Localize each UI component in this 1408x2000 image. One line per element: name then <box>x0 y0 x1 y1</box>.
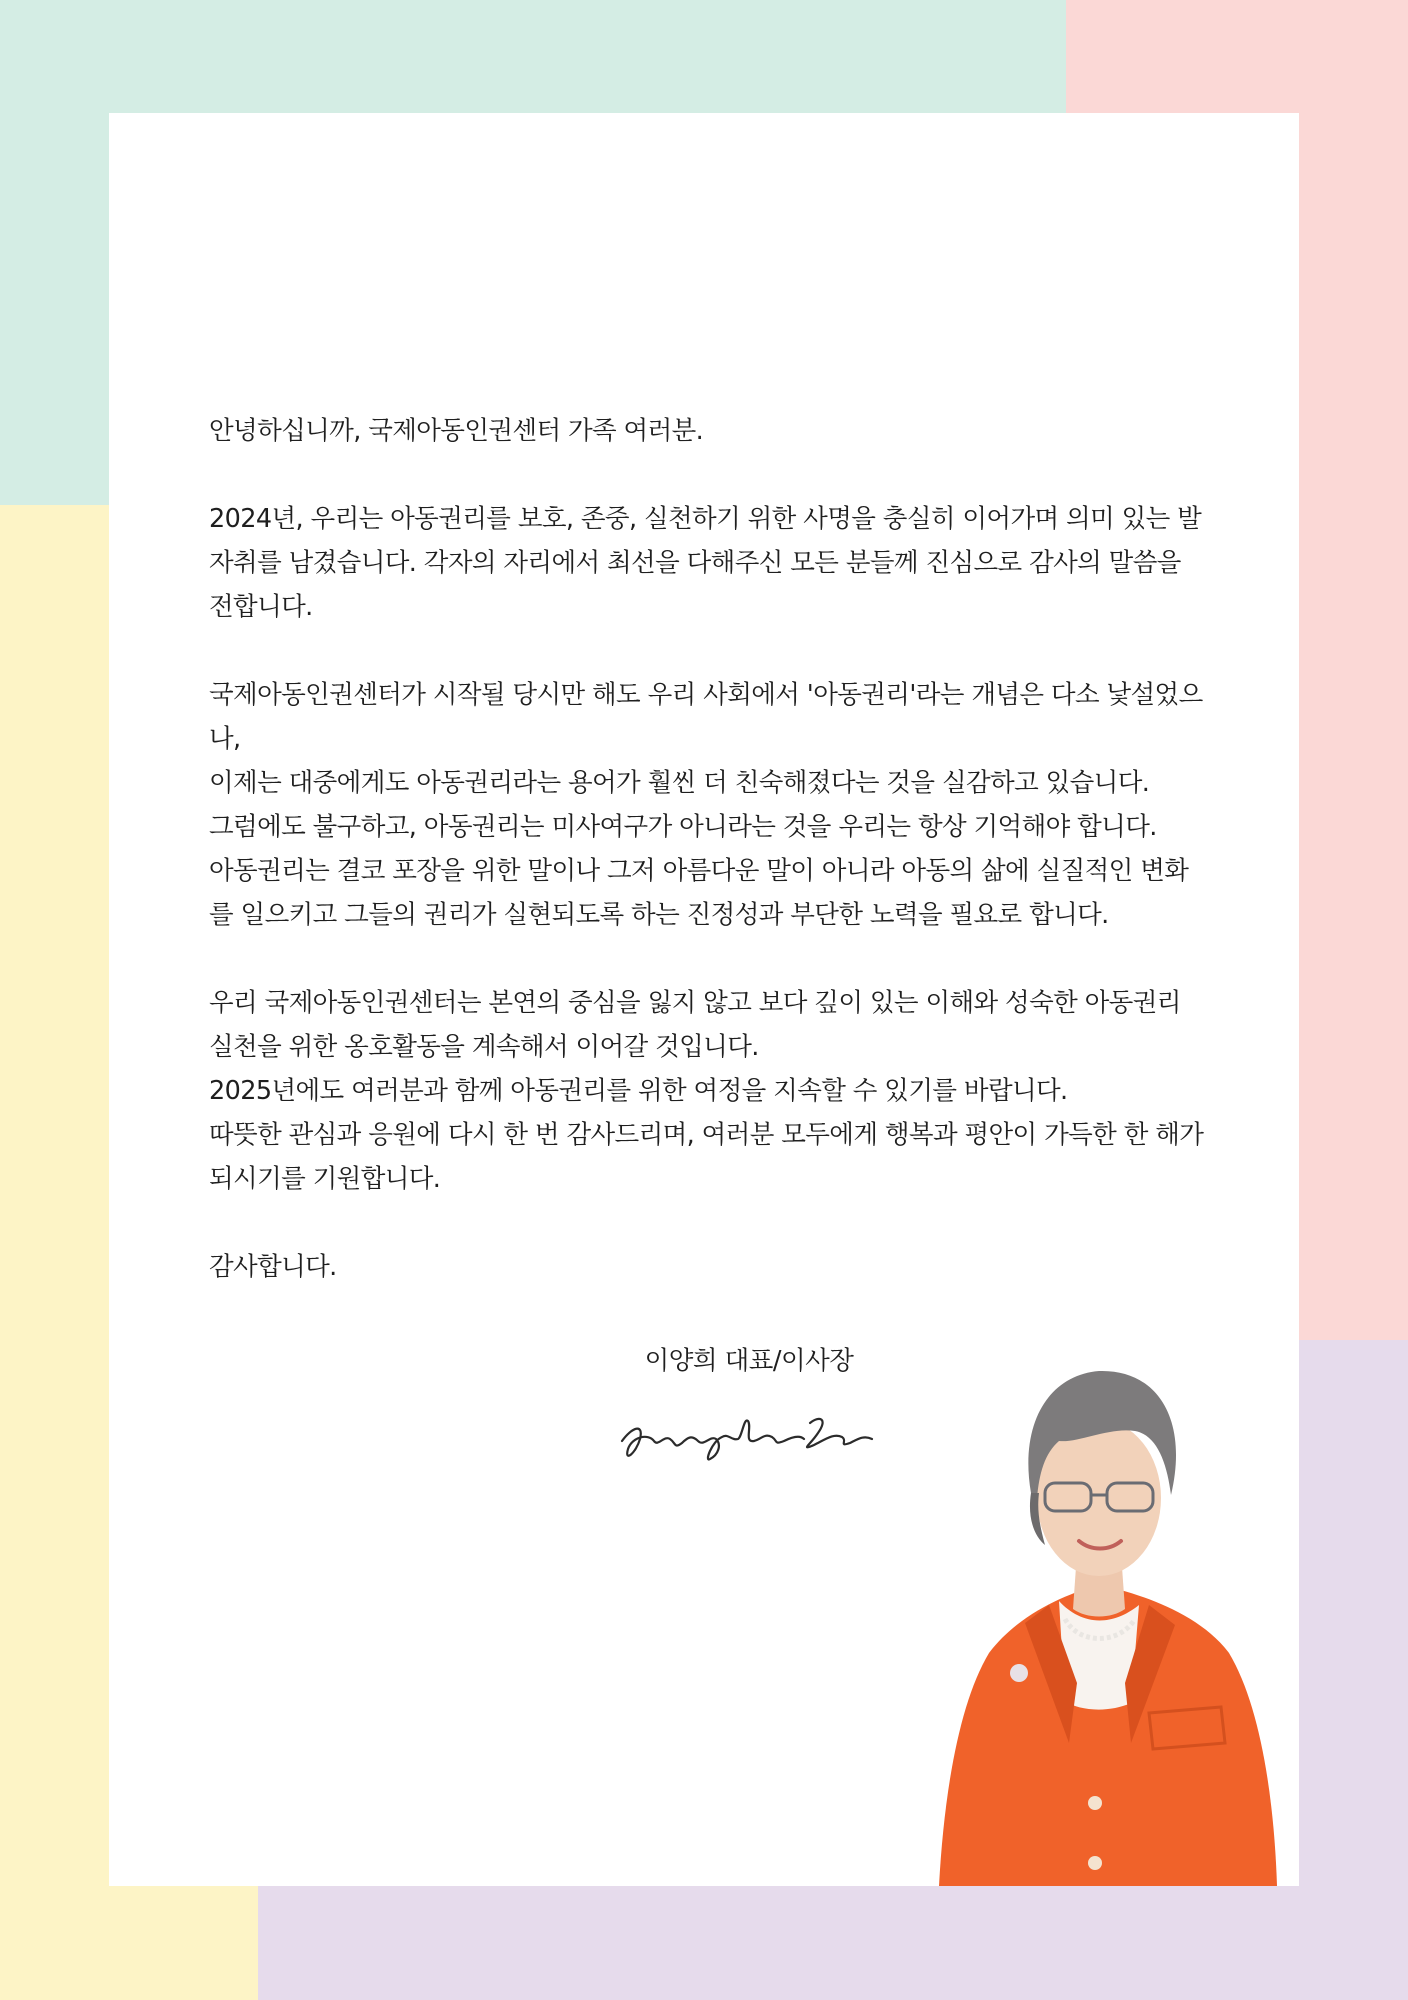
paragraph-line: 자취를 남겼습니다. 각자의 자리에서 최선을 다해주신 모든 분들께 진심으로 감사의 말씀을 <box>209 548 1181 578</box>
letter-body <box>209 409 1209 1333</box>
paragraph-line: 이제는 대중에게도 아동권리라는 용어가 훨씬 더 친숙해졌다는 것을 실감하고 있습니다. <box>209 768 1150 798</box>
paragraph-line: 따뜻한 관심과 응원에 다시 한 번 감사드리며, 여러분 모두에게 행복과 평안이 가득한 한 해가 <box>209 1120 1204 1150</box>
background-lavender-block-bottom <box>258 1886 1408 2000</box>
letter-card <box>109 113 1299 1886</box>
paragraph-line: 우리 국제아동인권센터는 본연의 중심을 잃지 않고 보다 깊이 있는 이해와 성숙한 아동권리 <box>209 988 1181 1018</box>
paragraph-line: 아동권리는 결코 포장을 위한 말이나 그저 아름다운 말이 아니라 아동의 삶에 실질적인 변화 <box>209 856 1189 886</box>
paragraph-line: 2025년에도 여러분과 함께 아동권리를 위한 여정을 지속할 수 있기를 바랍니다. <box>209 1076 1068 1106</box>
letter-paragraph-1 <box>209 497 1209 629</box>
handwritten-signature <box>614 1393 884 1473</box>
letter-paragraph-2 <box>209 673 1209 937</box>
representative-portrait <box>899 1323 1299 1886</box>
paragraph-line: 를 일으키고 그들의 권리가 실현되도록 하는 진정성과 부단한 노력을 필요로 합니다. <box>209 900 1109 930</box>
paragraph-line: 되시기를 기원합니다. <box>209 1164 441 1194</box>
paragraph-line: 전합니다. <box>209 592 313 622</box>
paragraph-line: 그럼에도 불구하고, 아동권리는 미사여구가 아니라는 것을 우리는 항상 기억해야 합니다. <box>209 812 1157 842</box>
letter-closing <box>209 1245 1209 1289</box>
paragraph-line: 2024년, 우리는 아동권리를 보호, 존중, 실천하기 위한 사명을 충실히 이어가며 의미 있는 발 <box>209 504 1202 534</box>
closing-line: 감사합니다. <box>209 1252 337 1282</box>
letter-paragraph-3 <box>209 981 1209 1201</box>
letter-greeting <box>209 409 1209 453</box>
paragraph-line: 실천을 위한 옹호활동을 계속해서 이어갈 것입니다. <box>209 1032 759 1062</box>
signer-name-title: 이양희 대표/이사장 <box>644 1346 854 1376</box>
paragraph-line: 국제아동인권센터가 시작될 당시만 해도 우리 사회에서 '아동권리'라는 개념은 다소 낯설었으나, <box>209 680 1203 754</box>
greeting-line: 안녕하십니까, 국제아동인권센터 가족 여러분. <box>209 416 704 446</box>
